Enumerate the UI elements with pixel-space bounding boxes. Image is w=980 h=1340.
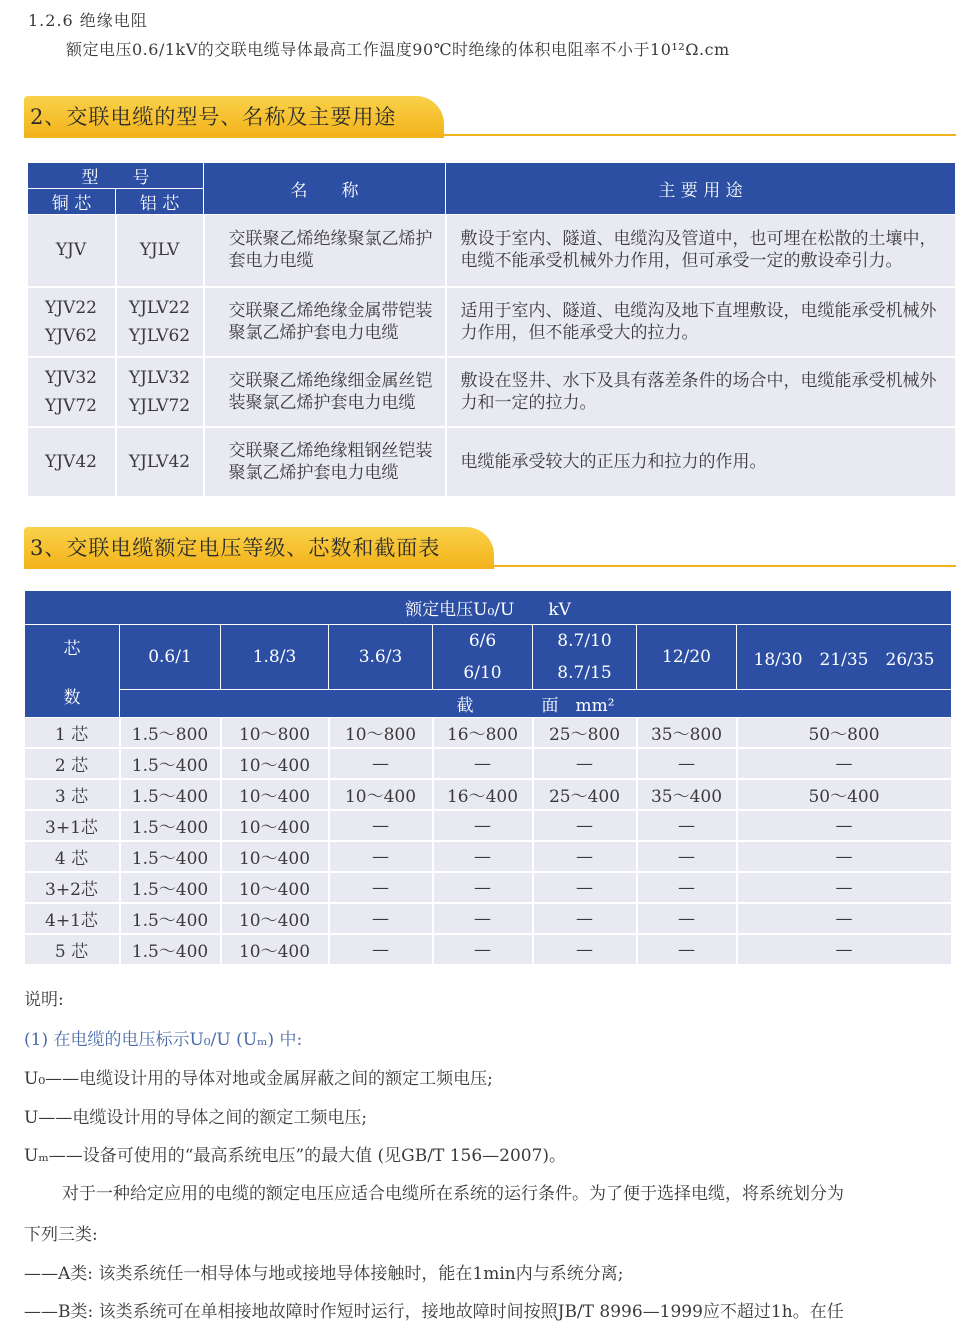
section-range: — [637, 903, 737, 934]
voltage-col: 6/6 6/10 [433, 625, 533, 690]
section-range: 1.5～800 [120, 718, 221, 749]
section-range: — [533, 872, 637, 903]
voltage-col: 12/20 [637, 625, 737, 690]
section-range: 1.5～400 [120, 810, 221, 841]
section-range: — [637, 810, 737, 841]
core-count-header [25, 625, 120, 718]
section-range: 16～400 [433, 779, 533, 810]
section-range: 25～800 [533, 718, 637, 749]
note-8: ——B类: 该类系统可在单相接地故障时作短时运行，接地故障时间按照JB/T 8996—1999应不超过1h。在任 [24, 1302, 844, 1322]
voltage-col: 0.6/1 [120, 625, 221, 690]
section-range: 10～400 [221, 872, 329, 903]
section-range: — [737, 934, 952, 965]
voltage-col: 8.7/10 8.7/15 [533, 625, 637, 690]
section-range: 35～400 [637, 779, 737, 810]
section3-underline [24, 565, 956, 567]
note-5: 对于一种给定应用的电缆的额定电压应适合电缆所在系统的运行条件。为了便于选择电缆，将系统划分为 [62, 1184, 844, 1204]
note-2: U₀——电缆设计用的导体对地或金属屏蔽之间的额定工频电压; [24, 1069, 493, 1089]
aluminum-code: YJLV [116, 215, 204, 287]
section-range: — [533, 810, 637, 841]
header-aluminum: 铝 芯 [116, 189, 204, 215]
cable-name: 交联聚乙烯绝缘粗钢丝铠装聚氯乙烯护套电力电缆 [204, 427, 446, 497]
section-range: 50～800 [737, 718, 952, 749]
section-range: — [433, 841, 533, 872]
section-range: — [737, 872, 952, 903]
section-range: — [637, 934, 737, 965]
section-range: — [433, 810, 533, 841]
section-range: — [329, 903, 433, 934]
table-row [28, 215, 956, 287]
section-range: — [637, 872, 737, 903]
core-count: 1 芯 [25, 718, 120, 749]
section-range: — [737, 841, 952, 872]
table-row [25, 779, 952, 810]
section-range: — [329, 748, 433, 779]
table-row [28, 357, 956, 427]
note-7: ——A类: 该类系统任一相导体与地或接地导体接触时，能在1min内与系统分离; [24, 1264, 624, 1284]
header-copper: 铜 芯 [28, 189, 116, 215]
table-row [25, 903, 952, 934]
cable-name: 交联聚乙烯绝缘金属带铠装聚氯乙烯护套电力电缆 [204, 287, 446, 357]
header-model: 型 号 [28, 163, 204, 189]
core-count: 2 芯 [25, 748, 120, 779]
aluminum-code: YJLV32 YJLV72 [116, 357, 204, 427]
table-row [28, 427, 956, 497]
section-range: 10～400 [221, 903, 329, 934]
core-count: 4 芯 [25, 841, 120, 872]
section-range: 10～400 [221, 810, 329, 841]
section2-underline [24, 134, 956, 136]
section-range: 35～800 [637, 718, 737, 749]
section-range: 10～400 [221, 779, 329, 810]
core-count: 5 芯 [25, 934, 120, 965]
section-range: — [737, 903, 952, 934]
table-row [25, 872, 952, 903]
section-range: — [533, 841, 637, 872]
cable-use: 敷设于室内、隧道、电缆沟及管道中，也可埋在松散的土壤中，电缆不能承受机械外力作用，但可承受一定的敷设牵引力。 [446, 215, 956, 287]
section3-title: 3、交联电缆额定电压等级、芯数和截面表 [24, 527, 494, 569]
section-range: — [637, 841, 737, 872]
section-range: — [533, 934, 637, 965]
heading-insulation-resistance: 1.2.6 绝缘电阻 [28, 11, 148, 30]
section-range: — [329, 872, 433, 903]
section2-title: 2、交联电缆的型号、名称及主要用途 [24, 96, 444, 138]
copper-code: YJV42 [28, 427, 116, 497]
core-label-top: 芯 [63, 639, 81, 659]
copper-code: YJV32 YJV72 [28, 357, 116, 427]
section-range: — [433, 903, 533, 934]
aluminum-code: YJLV42 [116, 427, 204, 497]
section-range: 10～400 [221, 748, 329, 779]
core-count: 3+1芯 [25, 810, 120, 841]
section-range: 1.5～400 [120, 872, 221, 903]
section-range: 1.5～400 [120, 903, 221, 934]
cable-use: 电缆能承受较大的正压力和拉力的作用。 [446, 427, 956, 497]
cable-use: 适用于室内、隧道、电缆沟及地下直埋敷设，电缆能承受机械外力作用，但不能承受大的拉力。 [446, 287, 956, 357]
section-range: — [433, 934, 533, 965]
header-use: 主 要 用 途 [446, 163, 956, 215]
copper-code: YJV22 YJV62 [28, 287, 116, 357]
voltage-section-table [24, 590, 953, 966]
core-count: 3 芯 [25, 779, 120, 810]
section-range: 10～800 [221, 718, 329, 749]
voltage-col: 18/30 21/35 26/35 [737, 625, 952, 690]
table-row [25, 841, 952, 872]
section-range: — [533, 903, 637, 934]
note-4: Uₘ——设备可使用的“最高系统电压”的最大值 (见GB/T 156—2007)。 [24, 1146, 567, 1166]
section-range: — [433, 872, 533, 903]
section-range: 1.5～400 [120, 748, 221, 779]
section-range: 1.5～400 [120, 779, 221, 810]
voltage-col: 3.6/3 [329, 625, 433, 690]
cable-name: 交联聚乙烯绝缘细金属丝铠装聚氯乙烯护套电力电缆 [204, 357, 446, 427]
section-range: — [637, 748, 737, 779]
notes-label: 说明: [24, 990, 64, 1010]
section-range: 50～400 [737, 779, 952, 810]
voltage-col: 1.8/3 [221, 625, 329, 690]
section-range: — [329, 934, 433, 965]
section-range: 25～400 [533, 779, 637, 810]
table-row [25, 934, 952, 965]
section-range: 10～400 [221, 841, 329, 872]
core-count: 4+1芯 [25, 903, 120, 934]
table-row [25, 810, 952, 841]
section-range: — [433, 748, 533, 779]
section-range: 10～800 [329, 718, 433, 749]
cable-name: 交联聚乙烯绝缘聚氯乙烯护套电力电缆 [204, 215, 446, 287]
section-range: — [329, 841, 433, 872]
section-range: — [737, 748, 952, 779]
aluminum-code: YJLV22 YJLV62 [116, 287, 204, 357]
note-6: 下列三类: [24, 1225, 98, 1245]
header-name: 名 称 [204, 163, 446, 215]
table-row [25, 718, 952, 749]
section-range: 1.5～400 [120, 934, 221, 965]
table-row [28, 287, 956, 357]
core-count: 3+2芯 [25, 872, 120, 903]
section-range: 10～400 [221, 934, 329, 965]
section-range: — [737, 810, 952, 841]
copper-code: YJV [28, 215, 116, 287]
section-range: — [329, 810, 433, 841]
section-range: 16～800 [433, 718, 533, 749]
section-area-header: 截 面 mm² [120, 690, 952, 718]
cable-model-table [27, 162, 957, 498]
rated-voltage-header: 额定电压U₀/U kV [25, 591, 952, 625]
core-label-bottom: 数 [63, 688, 81, 708]
note-1: (1) 在电缆的电压标示U₀/U (Uₘ) 中: [24, 1030, 303, 1050]
section-range: 10～400 [329, 779, 433, 810]
cable-use: 敷设在竖井、水下及具有落差条件的场合中，电缆能承受机械外力和一定的拉力。 [446, 357, 956, 427]
table-row [25, 748, 952, 779]
insulation-text: 额定电压0.6/1kV的交联电缆导体最高工作温度90℃时绝缘的体积电阻率不小于10¹²Ω.cm [66, 40, 730, 59]
note-3: U——电缆设计用的导体之间的额定工频电压; [24, 1108, 368, 1128]
section-range: 1.5～400 [120, 841, 221, 872]
section-range: — [533, 748, 637, 779]
